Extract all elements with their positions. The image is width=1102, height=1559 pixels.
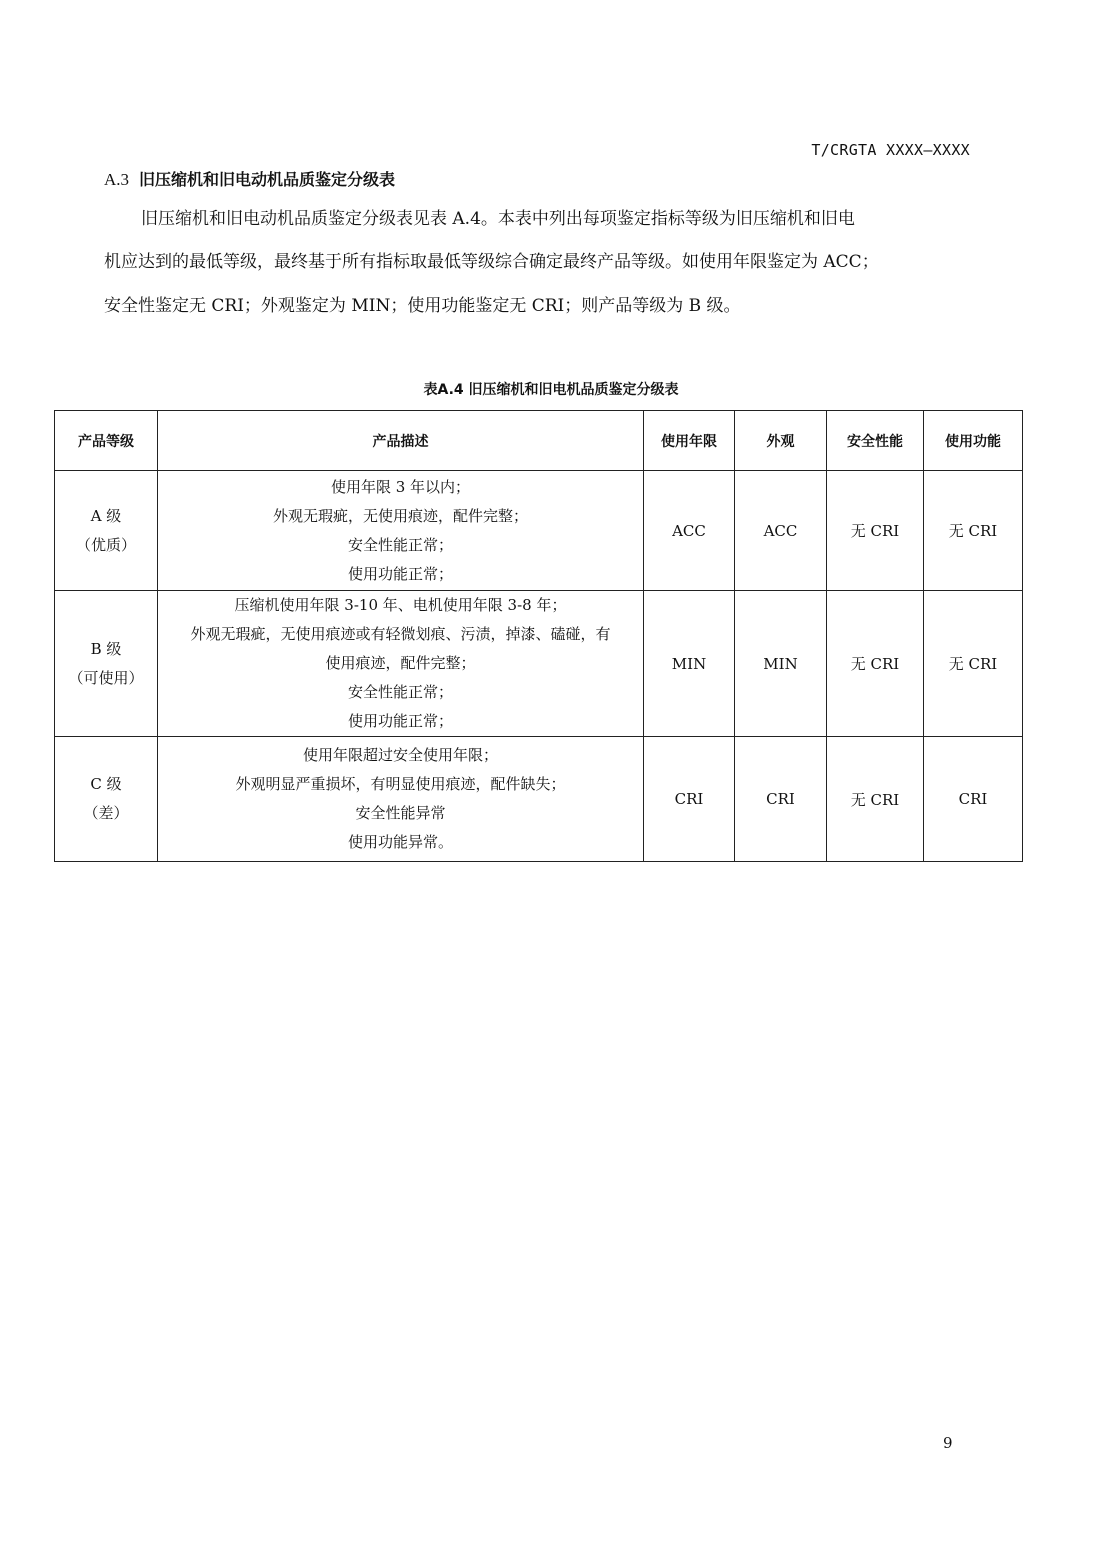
service-life-cell: ACC bbox=[644, 471, 735, 591]
grade-label: A 级 bbox=[90, 506, 122, 525]
description-line: 使用功能正常； bbox=[347, 564, 453, 583]
table-row bbox=[55, 737, 1023, 862]
grade-label: B 级 bbox=[90, 639, 122, 658]
table-header-row bbox=[55, 411, 1023, 471]
function-cell: 无 CRI bbox=[924, 591, 1023, 737]
safety-cell: 无 CRI bbox=[827, 591, 924, 737]
description-cell bbox=[158, 737, 644, 862]
description-line: 使用年限 3 年以内； bbox=[330, 477, 471, 496]
description-cell bbox=[158, 591, 644, 737]
description-line: 压缩机使用年限 3-10 年、电机使用年限 3-8 年； bbox=[234, 596, 567, 614]
description-line: 安全性能正常； bbox=[347, 683, 453, 701]
paragraph-line: 机应达到的最低等级，最终基于所有指标取最低等级综合确定最终产品等级。如使用年限鉴定为 ACC； bbox=[104, 252, 879, 272]
description-line: 安全性能异常 bbox=[355, 804, 446, 822]
paragraph-line: 旧压缩机和旧电动机品质鉴定分级表见表 A.4。本表中列出每项鉴定指标等级为旧压缩机和旧电 bbox=[141, 209, 855, 229]
section-number: A.3 bbox=[104, 170, 130, 189]
service-life-cell: CRI bbox=[644, 737, 735, 862]
description-line: 使用功能异常。 bbox=[347, 833, 453, 851]
description-line: 使用痕迹，配件完整； bbox=[325, 654, 476, 672]
service-life-cell: MIN bbox=[644, 591, 735, 737]
description-cell bbox=[158, 471, 644, 591]
grade-note: （可使用） bbox=[68, 668, 144, 687]
paragraph-line: 安全性鉴定无 CRI；外观鉴定为 MIN；使用功能鉴定无 CRI；则产品等级为 B 级。 bbox=[104, 296, 741, 316]
function-cell: CRI bbox=[924, 737, 1023, 862]
header-service-life: 使用年限 bbox=[644, 411, 735, 471]
appearance-cell: ACC bbox=[735, 471, 827, 591]
section-title: 旧压缩机和旧电动机品质鉴定分级表 bbox=[139, 170, 396, 189]
appearance-cell: CRI bbox=[735, 737, 827, 862]
header-safety: 安全性能 bbox=[827, 411, 924, 471]
header-description: 产品描述 bbox=[158, 411, 644, 471]
description-line: 安全性能正常； bbox=[347, 535, 453, 554]
header-appearance: 外观 bbox=[735, 411, 827, 471]
document-code: T/CRGTA XXXX—XXXX bbox=[811, 141, 970, 159]
header-function: 使用功能 bbox=[924, 411, 1023, 471]
safety-cell: 无 CRI bbox=[827, 471, 924, 591]
function-cell: 无 CRI bbox=[924, 471, 1023, 591]
description-line: 外观无瑕疵，无使用痕迹，配件完整； bbox=[272, 506, 528, 525]
safety-cell: 无 CRI bbox=[827, 737, 924, 862]
header-grade: 产品等级 bbox=[55, 411, 158, 471]
appearance-cell: MIN bbox=[735, 591, 827, 737]
grade-cell bbox=[55, 591, 158, 737]
table-caption: 表A.4 旧压缩机和旧电机品质鉴定分级表 bbox=[423, 382, 679, 398]
description-line: 外观明显严重损坏，有明显使用痕迹，配件缺失； bbox=[235, 775, 566, 793]
description-line: 使用功能正常； bbox=[347, 712, 453, 730]
grade-note: （优质） bbox=[75, 535, 136, 554]
grade-label: C 级 bbox=[90, 775, 122, 793]
grade-cell bbox=[55, 737, 158, 862]
table-row bbox=[55, 591, 1023, 737]
grade-cell bbox=[55, 471, 158, 591]
description-line: 使用年限超过安全使用年限； bbox=[302, 746, 498, 764]
section-heading bbox=[104, 167, 395, 190]
grade-table bbox=[54, 410, 1023, 862]
description-line: 外观无瑕疵，无使用痕迹或有轻微划痕、污渍，掉漆、磕碰，有 bbox=[190, 625, 611, 643]
page-number: 9 bbox=[943, 1434, 953, 1452]
grade-note: （差） bbox=[83, 804, 129, 822]
table-row bbox=[55, 471, 1023, 591]
